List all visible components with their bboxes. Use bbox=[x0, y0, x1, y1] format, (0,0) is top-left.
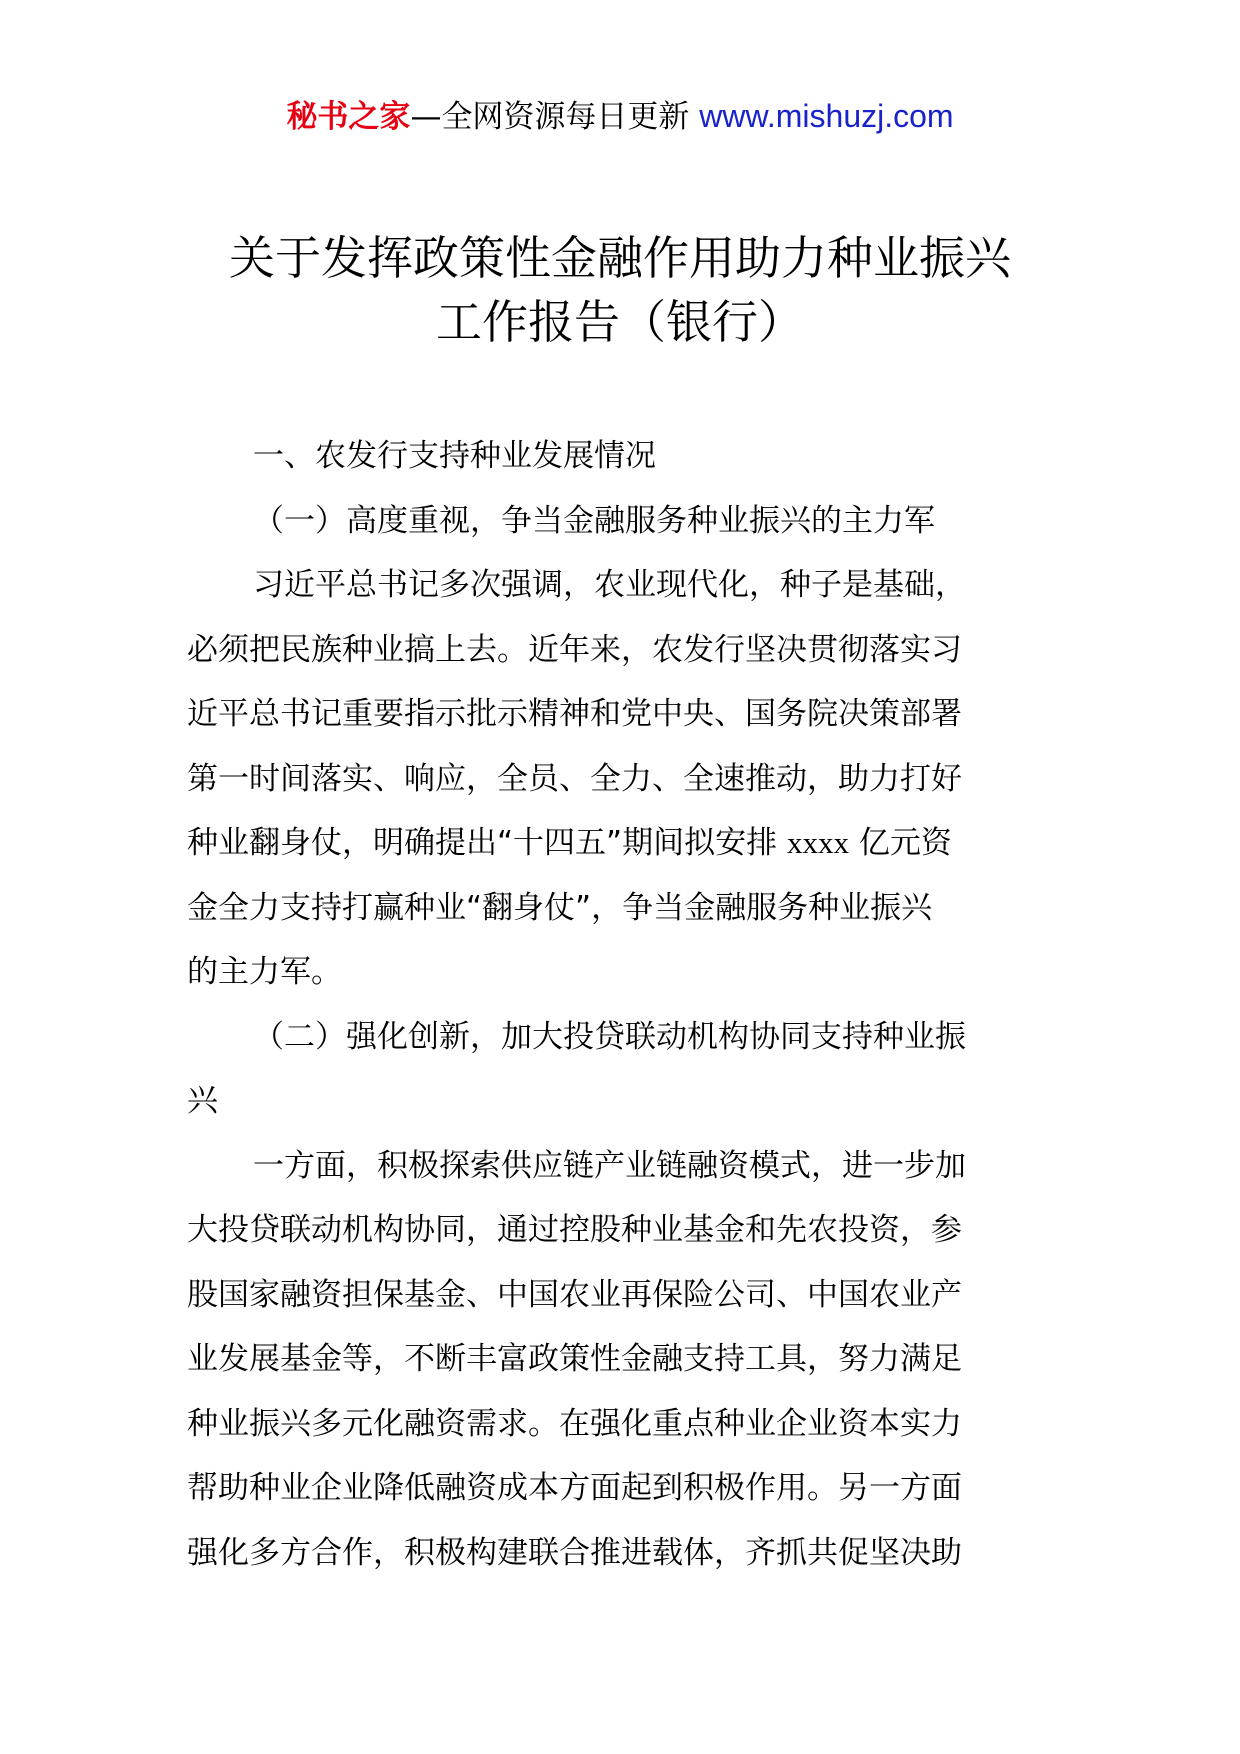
site-header bbox=[0, 96, 1240, 137]
paragraph-line: 一方面，积极探索供应链产业链融资模式，进一步加 bbox=[253, 1147, 966, 1184]
subsection-2-heading-cont: 兴 bbox=[187, 1083, 218, 1119]
subsection-1-heading: （一）高度重视，争当金融服务种业振兴的主力军 bbox=[253, 502, 935, 539]
paragraph-line: 金全力支持打赢种业“翻身仗”，争当金融服务种业振兴 bbox=[187, 889, 933, 926]
paragraph-line: 习近平总书记多次强调，农业现代化，种子是基础， bbox=[253, 567, 966, 603]
document-title bbox=[0, 226, 1240, 354]
section-1-heading: 一、农发行支持种业发展情况 bbox=[253, 438, 656, 474]
paragraph-line: 强化多方合作，积极构建联合推进载体，齐抓共促坚决助 bbox=[187, 1534, 962, 1571]
paragraph-line: 的主力军。 bbox=[187, 954, 342, 990]
document-body bbox=[187, 424, 1053, 1585]
paragraph-line: 大投贷联动机构协同，通过控股种业基金和先农投资，参 bbox=[187, 1212, 962, 1248]
title-line-1: 关于发挥政策性金融作用助力种业振兴 bbox=[229, 231, 1011, 285]
paragraph-line: 业发展基金等，不断丰富政策性金融支持工具，努力满足 bbox=[187, 1341, 962, 1377]
paragraph-line: 帮助种业企业降低融资成本方面起到积极作用。另一方面 bbox=[187, 1470, 962, 1506]
website-link[interactable]: www.mishuzj.com bbox=[699, 98, 954, 134]
placeholder-amount: xxxx bbox=[786, 825, 849, 860]
paragraph-line: 近平总书记重要指示批示精神和党中央、国务院决策部署 bbox=[187, 696, 962, 732]
brand-name: 秘书之家 bbox=[286, 99, 411, 135]
paragraph-line: 必须把民族种业搞上去。近年来，农发行坚决贯彻落实习 bbox=[187, 631, 962, 668]
paragraph-line: 种业振兴多元化融资需求。在强化重点种业企业资本实力 bbox=[187, 1405, 962, 1442]
header-slogan: —全网资源每日更新 bbox=[410, 99, 700, 135]
paragraph-line: 第一时间落实、响应，全员、全力、全速推动，助力打好 bbox=[187, 760, 962, 797]
title-line-2: 工作报告（银行） bbox=[436, 295, 804, 349]
paragraph-line bbox=[187, 811, 1053, 876]
text-segment: 亿元资 bbox=[858, 825, 952, 861]
text-segment: 种业翻身仗，明确提出“十四五”期间拟安排 bbox=[187, 825, 778, 861]
paragraph-line: 股国家融资担保基金、中国农业再保险公司、中国农业产 bbox=[187, 1276, 962, 1313]
subsection-2-heading: （二）强化创新，加大投贷联动机构协同支持种业振 bbox=[253, 1018, 966, 1055]
